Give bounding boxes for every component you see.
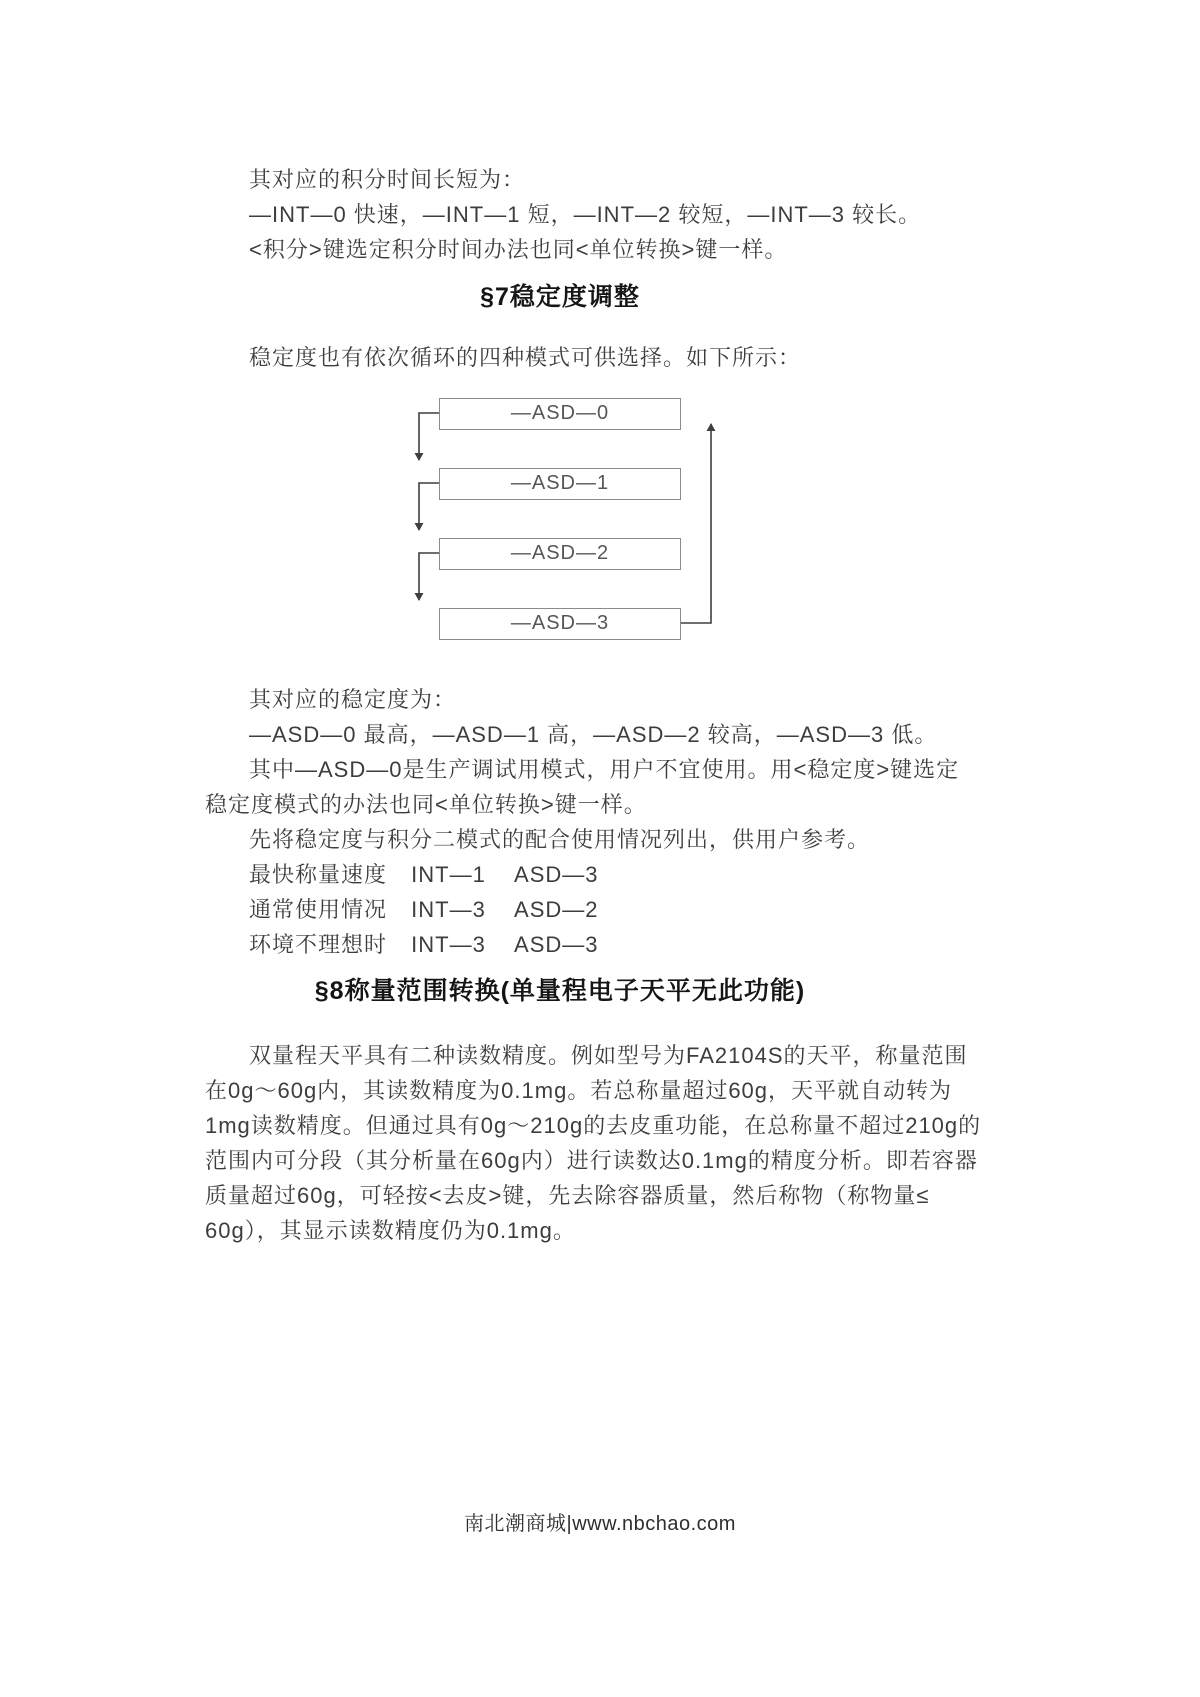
body-line: 其对应的稳定度为：: [249, 687, 457, 712]
body-line: 先将稳定度与积分二模式的配合使用情况列出，供用户参考。: [249, 827, 871, 852]
body-line: 在0g～60g内，其读数精度为0.1mg。若总称量超过60g，天平就自动转为: [205, 1078, 953, 1103]
row-label: 最快称量速度: [249, 862, 388, 887]
usage-table-row: [205, 927, 915, 962]
section7-intro-block: [205, 340, 915, 375]
body-line: 其对应的积分时间长短为：: [249, 167, 526, 192]
integration-time-block: [205, 162, 922, 267]
body-line: <积分>键选定积分时间办法也同<单位转换>键一样。: [249, 237, 788, 262]
section8-heading: §8称量范围转换(单量程电子天平无此功能): [314, 977, 806, 1005]
arrow-asd2-to-asd3: [419, 553, 439, 600]
body-line: —ASD—0 最高，—ASD—1 高，—ASD—2 较高，—ASD—3 低。: [249, 722, 938, 747]
asd-mode-value: ASD—2: [514, 897, 599, 922]
asd-mode-value: ASD—3: [514, 932, 599, 957]
usage-table-row: [205, 857, 915, 892]
section8-body-block: [205, 1038, 982, 1248]
body-line: 稳定度模式的办法也同<单位转换>键一样。: [205, 792, 647, 817]
body-line: 1mg读数精度。但通过具有0g～210g的去皮重功能，在总称量不超过210g的: [205, 1113, 982, 1138]
usage-table-row: [205, 892, 915, 927]
int-mode-value: INT—3: [411, 932, 486, 957]
body-line: 60g），其显示读数精度仍为0.1mg。: [205, 1218, 576, 1243]
flow-box-asd-1: —ASD—1: [439, 468, 681, 500]
asd-mode-cycle-diagram: [409, 394, 749, 644]
stability-description-block: [205, 682, 960, 962]
body-line: 双量程天平具有二种读数精度。例如型号为FA2104S的天平，称量范围: [249, 1043, 968, 1068]
row-label: 环境不理想时: [249, 932, 388, 957]
body-line: 质量超过60g，可轻按<去皮>键，先去除容器质量，然后称物（称物量≤: [205, 1183, 930, 1208]
int-mode-value: INT—3: [411, 897, 486, 922]
body-line: 范围内可分段（其分析量在60g内）进行读数达0.1mg的精度分析。即若容器: [205, 1148, 978, 1173]
page-footer: 南北潮商城|www.nbchao.com: [464, 1513, 736, 1535]
body-line: —INT—0 快速，—INT—1 短，—INT—2 较短，—INT—3 较长。: [249, 202, 922, 227]
diagram-flow-arrows: [409, 394, 749, 644]
row-label: 通常使用情况: [249, 897, 388, 922]
body-line: 其中—ASD—0是生产调试用模式，用户不宜使用。用<稳定度>键选定: [249, 757, 960, 782]
flow-box-asd-2: —ASD—2: [439, 538, 681, 570]
arrow-asd1-to-asd2: [419, 483, 439, 530]
section7-heading: §7稳定度调整: [480, 283, 640, 311]
flow-box-asd-3: —ASD—3: [439, 608, 681, 640]
section7-intro: 稳定度也有依次循环的四种模式可供选择。如下所示：: [249, 345, 802, 370]
int-mode-value: INT—1: [411, 862, 486, 887]
arrow-asd0-to-asd1: [419, 413, 439, 460]
arrow-asd3-to-asd0: [679, 424, 711, 623]
flow-box-asd-0: —ASD—0: [439, 398, 681, 430]
asd-mode-value: ASD—3: [514, 862, 599, 887]
